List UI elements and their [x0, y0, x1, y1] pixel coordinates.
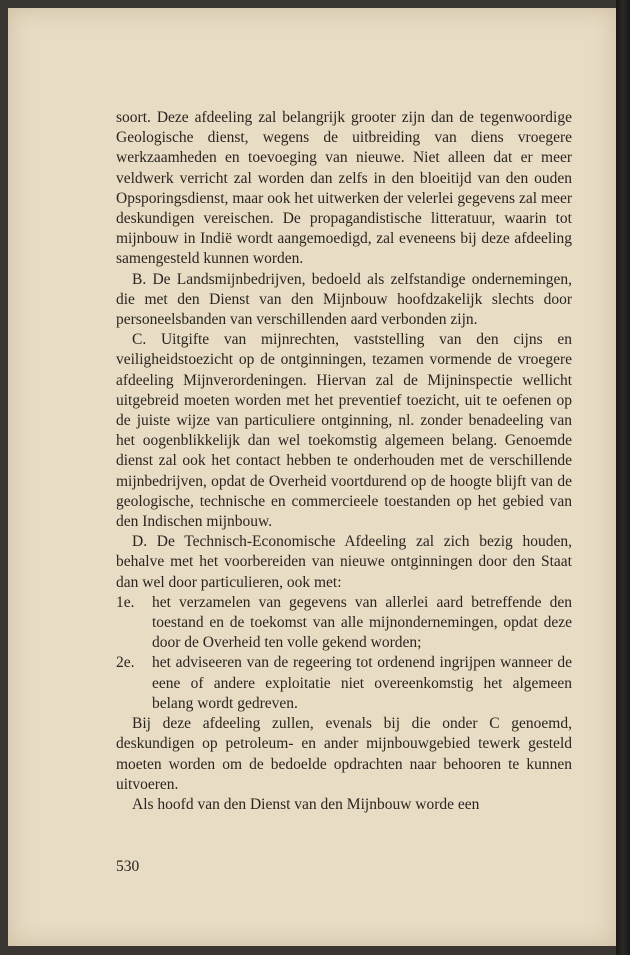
- page-body: [116, 108, 572, 815]
- book-spine: [616, 0, 630, 955]
- list-item-text: het verzamelen van gegevens van allerlei aard betreffende den toestand en de toekomst van alle mijnondernemingen, opdat deze door de Overheid ten volle gekend worden;: [152, 593, 572, 652]
- book-page: [8, 8, 616, 946]
- list-item-number: 2e.: [116, 654, 135, 672]
- paragraph-d: D. De Technisch-Economische Afdeeling zal zich bezig houden, behalve met het voorbereiden van nieuwe ontginningen door den Staat dan wel door particulieren, ook met:: [116, 533, 572, 591]
- paragraph-closing: Bij deze afdeeling zullen, evenals bij die onder C genoemd, deskundigen op petroleum- en ander mijnbouwgebied tewerk gesteld moeten worden om de bedoelde opdrachten naar behooren te kunnen uitvoeren.: [116, 715, 572, 793]
- list-item-text: het adviseeren van de regeering tot ordenend ingrijpen wanneer de eene of andere exploitatie niet overeenkomstig het algemeen belang wordt gedreven.: [152, 654, 572, 712]
- paragraph-continuation: soort. Deze afdeeling zal belangrijk grooter zijn dan de tegenwoordige Geologische dienst, wegens de uitbreiding van diens vroegere werkzaamheden en toevoeging van nieuwe. Niet alleen dat er meer veldwerk verricht zal worden dan zelfs in den bloeitijd van den ouden Opsporingsdienst, maar ook het uitwerken der velerlei gegevens zal meer deskundigen vereischen. De propagandistische litteratuur, waarin tot mijnbouw in Indië wordt aangemoedigd, zal eveneens bij deze afdeeling samengesteld kunnen worden.: [116, 109, 572, 268]
- paragraph-c: C. Uitgifte van mijnrechten, vaststelling van den cijns en veiligheidstoezicht op de ontginningen, tezamen vormende de vroegere afdeeling Mijnverordeningen. Hiervan zal de Mijninspectie wellicht uitgebreid moeten worden met het preventief toezicht, uit te oefenen op de juiste wijze van particuliere ontginning, nl. zonder benadeeling van het oogenblikkelijk dan wel toekomstig algemeen belang. Genoemde dienst zal ook het contact hebben te onderhouden met de verschillende mijnbedrijven, opdat de Overheid voortdurend op de hoogte blijft van de geologische, technische en commercieele toestanden op het gebied van den Indischen mijnbouw.: [116, 331, 572, 531]
- list-item: [116, 593, 572, 654]
- paragraph-b: B. De Landsmijnbedrijven, bedoeld als zelfstandige ondernemingen, die met den Dienst van den Mijnbouw hoofdzakelijk slechts door personeelsbanden van verschillenden aard verbonden zijn.: [116, 270, 572, 329]
- list-item-number: 1e.: [116, 593, 135, 611]
- page-number: 530: [116, 858, 140, 875]
- paragraph-final: Als hoofd van den Dienst van den Mijnbouw worde een: [132, 795, 480, 813]
- list-item: [116, 653, 572, 714]
